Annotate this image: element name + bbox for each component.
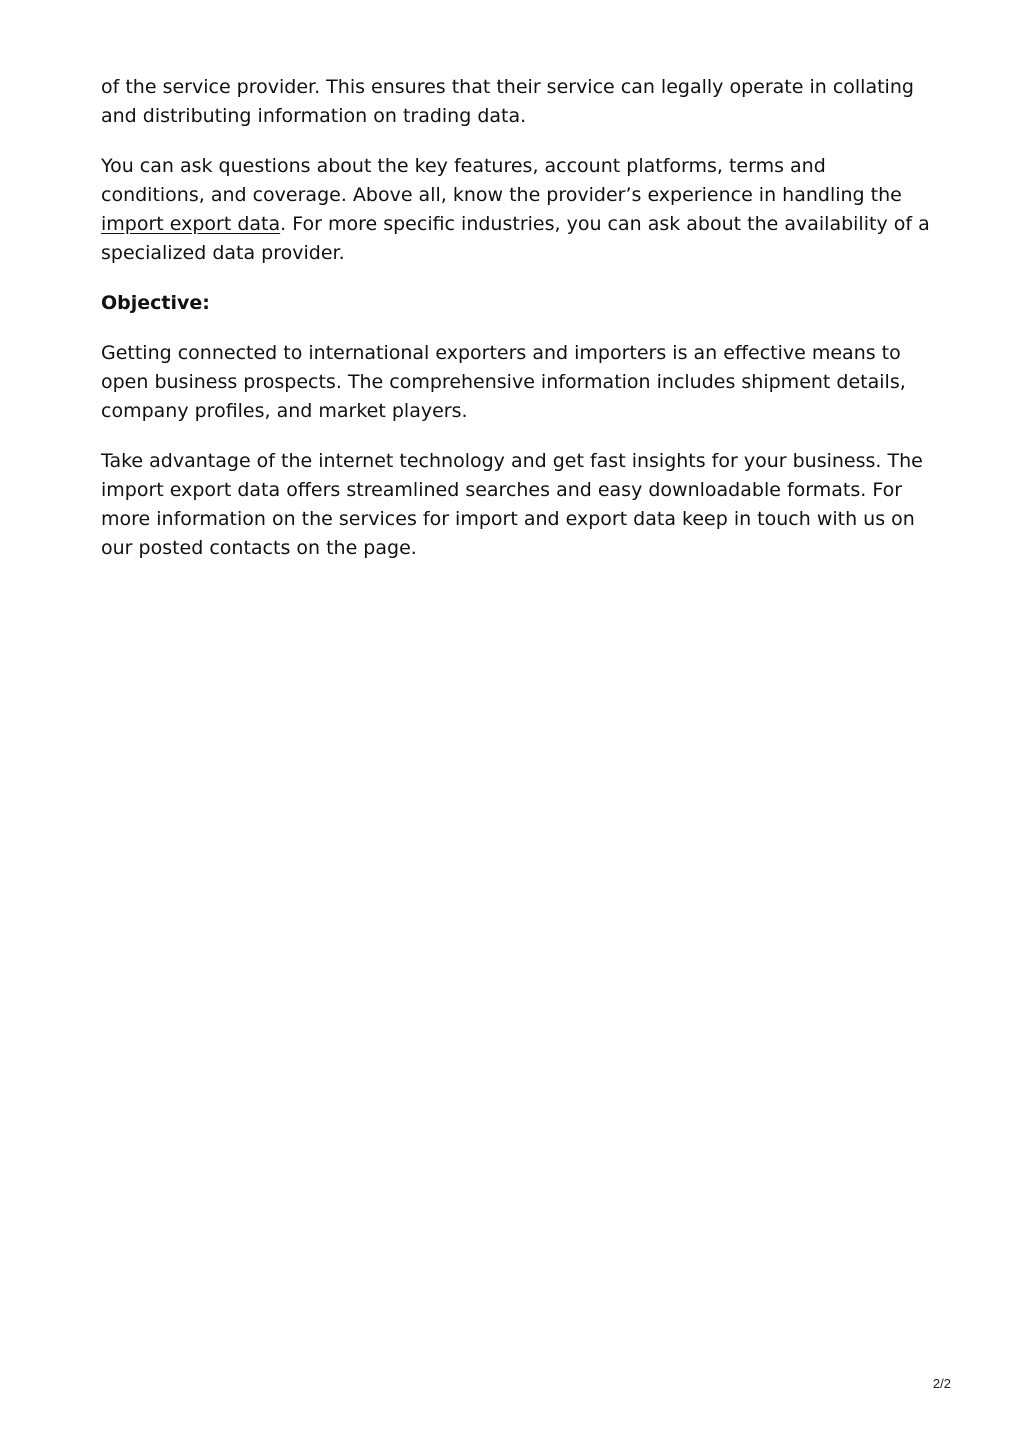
paragraph-questions-text-end: . For more specific industries, you can ask about the availability of a specialized data provider. — [101, 213, 930, 264]
page-number: 2/2 — [932, 1376, 951, 1391]
paragraph-advantages: Take advantage of the internet technology and get fast insights for your business. The import export data offers streamlined searches and easy downloadable formats. For more information on the services for import and export data keep in touch with us on our posted contacts on the page. — [101, 450, 923, 559]
paragraph-connections: Getting connected to international exporters and importers is an effective means to open business prospects. The comprehensive information includes shipment details, company profiles, and market players. — [101, 342, 906, 422]
paragraph-questions — [101, 152, 931, 268]
paragraph-questions-text-start: You can ask questions about the key features, account platforms, terms and conditions, and coverage. Above all, know the provider’s experience in handling the — [101, 155, 902, 206]
import-export-data-link[interactable]: import export data — [101, 213, 281, 235]
paragraph-provider-legal: of the service provider. This ensures that their service can legally operate in collating and distributing information on trading data. — [101, 76, 914, 127]
document-body — [101, 73, 931, 584]
objective-heading: Objective: — [101, 292, 210, 314]
